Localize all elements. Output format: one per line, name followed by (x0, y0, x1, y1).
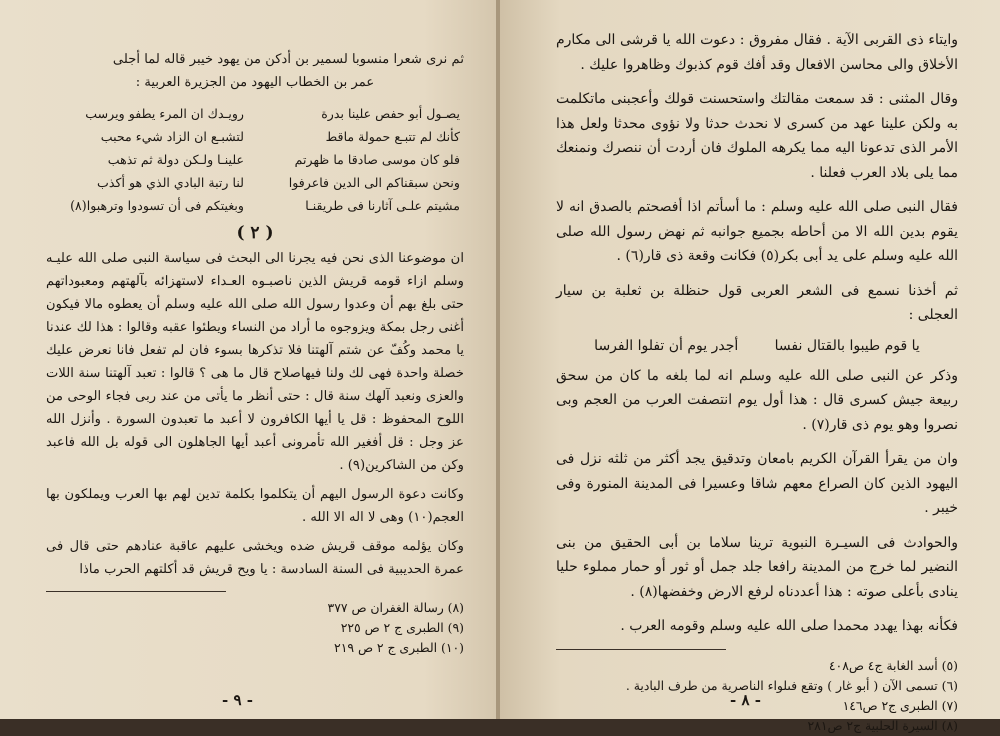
paragraph: والحوادث فى السيـرة النبوية ترينا سلاما بن أبى الحقيق من بنى النضير لما خرج من المدينة رافعا جلد جمل أو ثور أو حمار مملوء حليا ينادى بأعلى صوته : هذا أعددناه لرفع الارض وخفضها(٨) . (556, 534, 958, 600)
footnote: (٨) السيرة الحلبية ج٢ ص٢٨١ (807, 717, 958, 733)
footnote: (١٠) الطبرى ج ٢ ص ٢١٩ (334, 640, 464, 655)
poem-hemistich: رويـدك ان المرء يطفو ويرسب (85, 106, 244, 121)
paragraph: وان من يقرأ القرآن الكريم بامعان وتدقيق يجد أكثر من ثلثه نزل فى اليهود الذين كان الصراع معهم شاقا وعسيرا فى المدينة المنورة وفى خيبر . (556, 451, 958, 516)
verse (576, 334, 938, 358)
footnote: (٦) تسمى الآن ( أبو غار ) وتقع فىلواء الناصرية من طرف البادية . (625, 677, 958, 693)
footnote-divider (46, 591, 226, 592)
poem (50, 102, 460, 217)
paragraph: وكان يؤلمه موقف قريش ضده ويخشى عليهم عاقبة عنادهم حتى قال فى عمرة الحديبية فى السنة السادسة : يا ويح قريش قد أكلتهم الحرب ماذا (46, 539, 464, 577)
paragraph: ثم أخذنا نسمع فى الشعر العربى قول حنظلة بن ثعلبة بن سيار العجلى : (556, 282, 958, 323)
paragraph: وقال المثنى : قد سمعت مقالتك واستحسنت قولك وأعجبنى ماتكلمت به ولكن علينا عهد من كسرى لا نحدث حدثا ولا نؤوى محدثا ولعل هذا الأمر الذى تدعونا اليه مما يكرهه الملوك فان أردت أن ننصرك ونمنعك مما يلى بلاد العرب فعلنا . (556, 91, 958, 181)
left-page (0, 0, 498, 719)
paragraph: فقال النبى صلى الله عليه وسلم : ما أسأتم اذا أفصحتم بالصدق انه لا يقوم بدين الله الا من أحاطه بجميع جوانبه ثم نهض رسول الله صلى الله عليه وسلم على يد أبى بكر(٥) فكانت وقعة ذى قار(٦) . (556, 199, 958, 264)
verse-hemistich: أجدر يوم أن تفلوا الفرسا (594, 337, 739, 354)
footnote: (٥) أسد الغابة ج٤ ص٤٠٨ (828, 657, 958, 673)
poem-hemistich: علينـا ولـكن دولة ثم تذهب (107, 152, 244, 167)
intro-line-2: عمر بن الخطاب اليهود من الجزيرة العربية : (135, 75, 375, 90)
page-number: - ٩ - (222, 691, 253, 709)
poem-hemistich: يصـول أبو حفص علينا بدرة (321, 106, 460, 121)
poem-hemistich: مشيتم علـى آثارنا فى طريقنـا (305, 198, 460, 213)
paragraph: وايتاء ذى القربى الآية . فقال مفروق : دعوت الله يا قرشى الى مكارم الأخلاق والى محاسن الافعال وقد أفك قوم كذبوك وظاهروا عليك . (556, 32, 958, 73)
paragraph: وذكر عن النبى صلى الله عليه وسلم انه لما بلغه ما كان من سحق ربيعة جيش كسرى قال : هذا أول يوم انتصفت العرب من العجم وبى نصروا وهو يوم ذى قار(٧) . (556, 367, 958, 433)
footnote: (٨) رسالة الغفران ص ٣٧٧ (327, 600, 464, 615)
page-number: - ٨ - (730, 691, 761, 709)
verse-hemistich: يا قوم طيبوا بالقتال نفسا (774, 337, 920, 354)
footnote-divider (556, 649, 726, 650)
poem-hemistich: وبغيتكم فى أن تسودوا وترهبوا(٨) (70, 198, 244, 213)
poem-hemistich: كأنك لم تتبـع حمولة ماقط (325, 129, 460, 144)
poem-hemistich: لتشبـع ان الزاد شيء محبب (100, 129, 244, 144)
footnote: (٧) الطبرى ج٢ ص١٤٦ (842, 697, 958, 713)
paragraph: ان موضوعنا الذى نحن فيه يجرنا الى البحث فى سياسة النبى صلى الله عليـه وسلم ازاء قومه قريش الذين ناصبـوه العـداء لاستهزائه بآلهتهم ومعبوداتهم حتى بلغ بهم أن وعدوا رسول الله صلى الله عليه وسلم أن يعطوه مالا فيكون أغنى رجل بمكة ويزوجوه ما أراد من النساء ويطئوا عقبه وقالوا : هذا لك عندنا يا محمد وكُفّ عن شتم آلهتنا فلا تذكرها بسوء فان لم تفعل فانا نعرض عليك خصلة واحدة فهى لك ولنا فيهاصلاح قال ما هى ؟ قالوا : تعبد آلهتنا سنة اللات والعزى ونعبد آلهك سنة قال : حتى أنظر ما يأتى من عند ربى فجاء الوحى من اللوح المحفوظ : قل يا أيها الكافرون لا أعبد ما تعبدون السورة . وأنزل الله عز وجل : قل أفغير الله تأمرونى أعبد أيها الجاهلون الى قوله بل الله فاعبد وكن من الشاكرين(٩) . (46, 251, 464, 473)
footnote: (٩) الطبرى ج ٢ ص ٢٢٥ (340, 620, 464, 635)
paragraph: فكأنه بهذا يهدد محمدا صلى الله عليه وسلم وقومه العرب . (620, 618, 958, 634)
paragraph: وكانت دعوة الرسول اليهم أن يتكلموا بكلمة تدين لهم بها العرب ويملكون بها العجم(١٠) وهى لا اله الا الله . (46, 487, 464, 525)
section-heading: ( ٢ ) (236, 223, 274, 243)
poem-hemistich: لنا رتبة البادي الذي هو أكذب (97, 175, 244, 190)
poem-hemistich: فلو كان موسى صادقا ما ظهرتم (294, 152, 460, 167)
poem-hemistich: ونحن سبقناكم الى الدين فاعرفوا (288, 175, 460, 190)
right-page (500, 0, 1000, 733)
intro-line-1: ثم نرى شعرا منسوبا لسمير بن أدكن من يهود خيبر قاله لما أجلى (112, 52, 464, 67)
